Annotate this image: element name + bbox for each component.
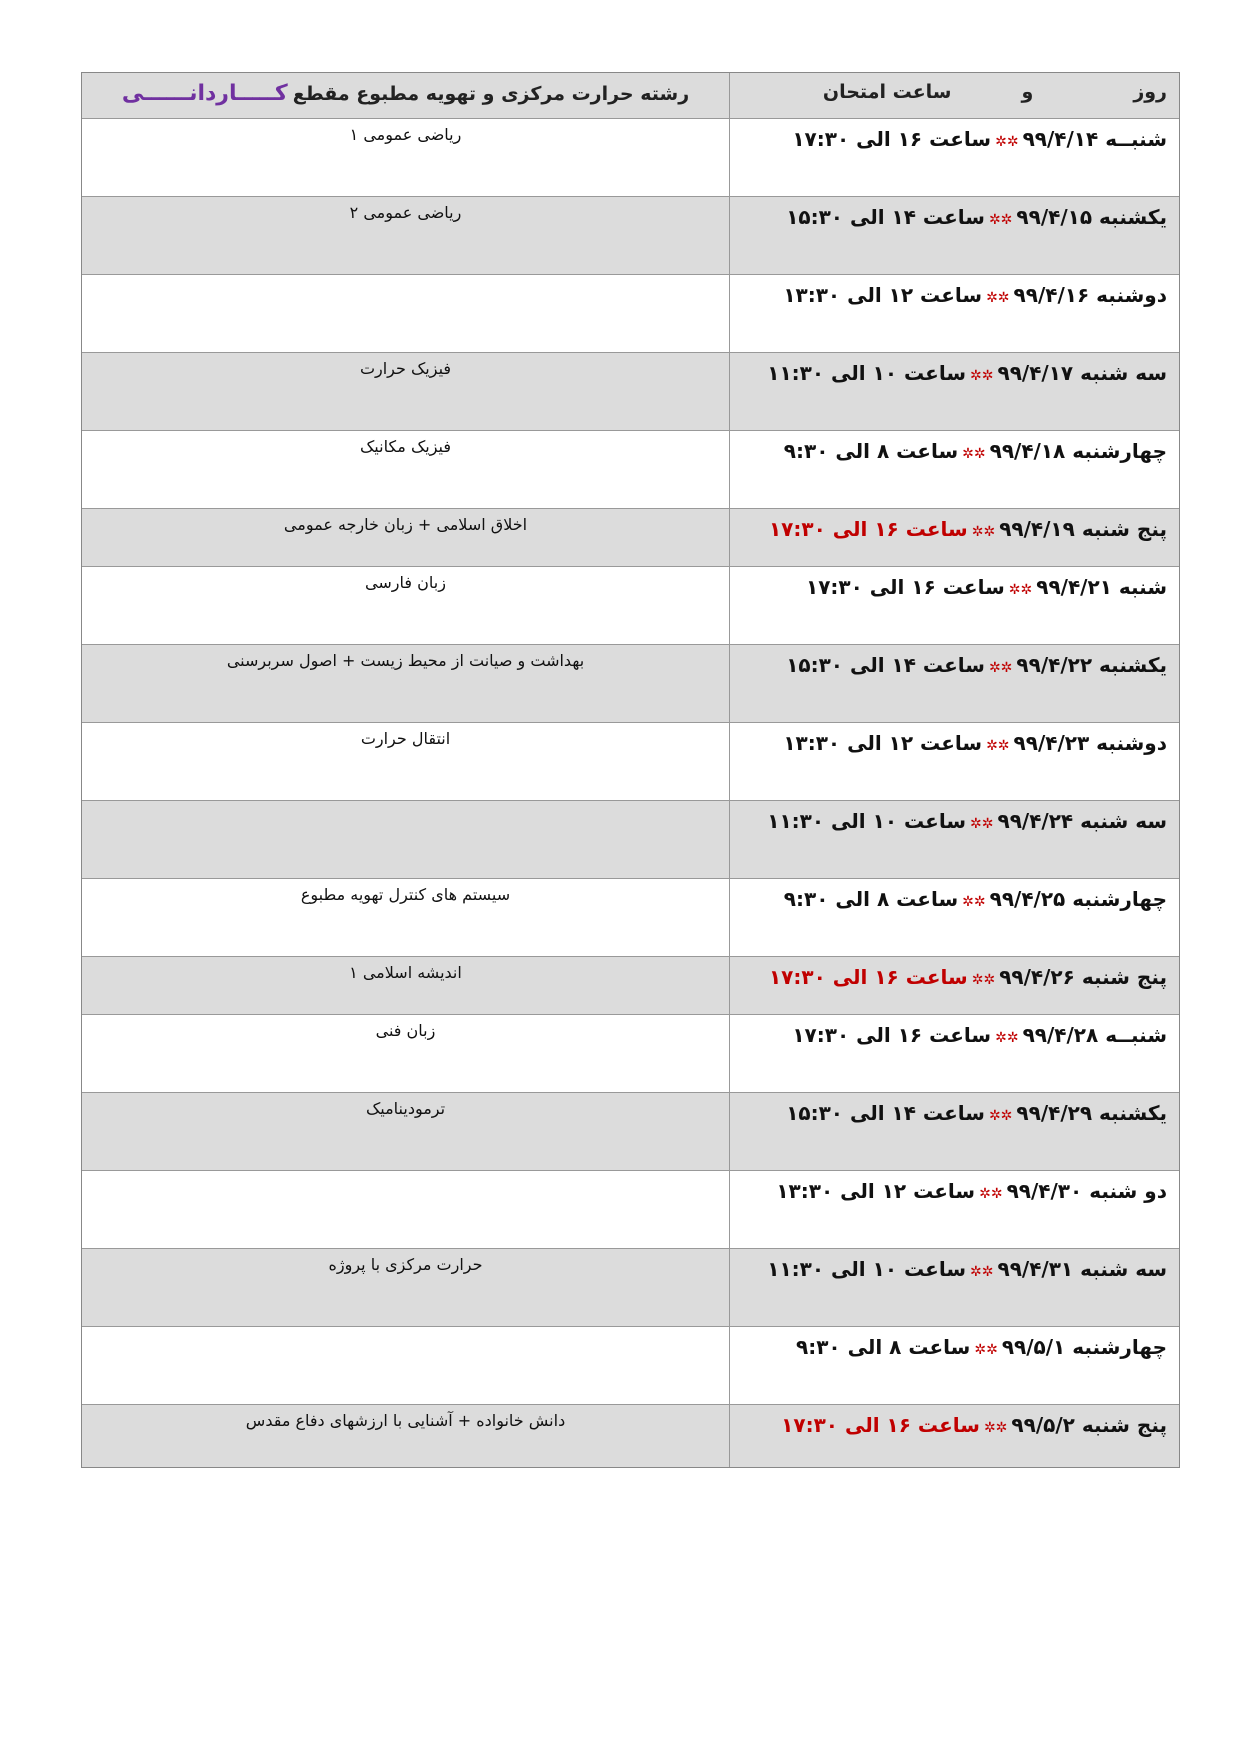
table-row [82, 1249, 1179, 1327]
table-row [82, 119, 1179, 197]
exam-date-cell [729, 509, 1179, 566]
exam-date: ۹۹/۵/۲ [1011, 1413, 1075, 1437]
table-row [82, 1405, 1179, 1467]
exam-date-cell [729, 431, 1179, 508]
exam-date-cell [729, 1249, 1179, 1326]
exam-day: پنج شنبه [1081, 1413, 1167, 1437]
exam-day: دوشنبه [1096, 731, 1167, 755]
exam-date: ۹۹/۴/۱۴ [1022, 127, 1099, 151]
separator-icon: ✲✲ [983, 1420, 1008, 1436]
exam-date: ۹۹/۴/۲۳ [1013, 731, 1090, 755]
exam-date-cell [729, 723, 1179, 800]
exam-day: یکشنبه [1099, 653, 1167, 677]
exam-time: ساعت ۱۶ الی ۱۷:۳۰ [768, 965, 968, 989]
course-name: انتقال حرارت [360, 729, 451, 748]
course-name: دانش خانواده + آشنایی با ارزشهای دفاع مقدس [245, 1411, 566, 1430]
course-cell [82, 879, 729, 956]
exam-date: ۹۹/۵/۱ [1001, 1335, 1066, 1359]
exam-day: شنبه [1118, 575, 1167, 599]
separator-icon: ✲✲ [979, 1186, 1003, 1202]
table-row [82, 197, 1179, 275]
exam-date-cell [729, 1015, 1179, 1092]
exam-day: پنج شنبه [1081, 517, 1167, 541]
course-name: حرارت مرکزی با پروژه [328, 1255, 483, 1274]
separator-icon: ✲✲ [988, 212, 1013, 228]
table-row [82, 567, 1179, 645]
exam-time: ساعت ۱۶ الی ۱۷:۳۰ [792, 127, 992, 151]
course-cell [82, 431, 729, 508]
exam-time: ساعت ۱۰ الی ۱۱:۳۰ [767, 1257, 967, 1281]
exam-date-line [730, 127, 1167, 151]
exam-date: ۹۹/۴/۲۴ [997, 809, 1074, 833]
exam-date-line [730, 965, 1167, 989]
exam-date-cell [729, 275, 1179, 352]
table-row [82, 431, 1179, 509]
table-row [82, 957, 1179, 1015]
table-row [82, 275, 1179, 353]
course-cell [82, 1249, 729, 1326]
course-name: اخلاق اسلامی + زبان خارجه عمومی [283, 515, 528, 534]
separator-icon: ✲✲ [986, 290, 1010, 306]
exam-date-cell [729, 879, 1179, 956]
exam-time: ساعت ۱۲ الی ۱۳:۳۰ [776, 1179, 976, 1203]
exam-date: ۹۹/۴/۲۸ [1022, 1023, 1099, 1047]
table-body [82, 119, 1179, 1467]
exam-day: سه شنبه [1080, 361, 1167, 385]
exam-date-line [730, 439, 1167, 463]
course-cell [82, 567, 729, 644]
exam-date-cell [729, 801, 1179, 878]
separator-icon: ✲✲ [986, 738, 1010, 754]
exam-time: ساعت ۸ الی ۹:۳۰ [783, 439, 959, 463]
exam-day: یکشنبه [1099, 205, 1167, 229]
exam-date: ۹۹/۴/۲۵ [989, 887, 1066, 911]
course-cell [82, 197, 729, 274]
course-name: ریاضی عمومی ۲ [349, 203, 462, 222]
exam-day: دو شنبه [1089, 1179, 1167, 1203]
exam-date-line [730, 205, 1167, 229]
course-name: ترمودینامیک [365, 1099, 446, 1118]
exam-date-line [730, 1023, 1167, 1047]
table-row [82, 1093, 1179, 1171]
course-name: فیزیک حرارت [359, 359, 452, 378]
exam-date-line [730, 361, 1167, 385]
exam-date: ۹۹/۴/۱۶ [1013, 283, 1090, 307]
exam-date-cell [729, 645, 1179, 722]
separator-icon: ✲✲ [971, 524, 996, 540]
exam-day: چهارشنبه [1072, 1335, 1167, 1359]
exam-day: شنبــه [1105, 127, 1167, 151]
separator-icon: ✲✲ [1008, 582, 1033, 598]
exam-date-cell [729, 1327, 1179, 1404]
exam-time: ساعت ۱۴ الی ۱۵:۳۰ [786, 205, 985, 229]
exam-time: ساعت ۱۶ الی ۱۷:۳۰ [792, 1023, 992, 1047]
exam-date-line [730, 283, 1167, 307]
table-row [82, 801, 1179, 879]
exam-time: ساعت ۱۶ الی ۱۷:۳۰ [781, 1413, 980, 1437]
exam-date-cell [729, 567, 1179, 644]
table-row [82, 879, 1179, 957]
table-row [82, 1015, 1179, 1093]
course-cell [82, 1171, 729, 1248]
exam-schedule-table [81, 72, 1180, 1468]
header-date-cell [729, 73, 1179, 118]
exam-date-cell [729, 957, 1179, 1014]
exam-date-line [730, 517, 1167, 541]
course-name: اندیشه اسلامی ۱ [349, 963, 462, 982]
header-course-cell [82, 73, 729, 118]
exam-date-line [730, 1179, 1167, 1203]
exam-day: سه شنبه [1080, 809, 1167, 833]
exam-date: ۹۹/۴/۲۱ [1036, 575, 1112, 599]
separator-icon: ✲✲ [970, 368, 994, 384]
exam-time: ساعت ۱۰ الی ۱۱:۳۰ [767, 361, 967, 385]
exam-date: ۹۹/۴/۱۹ [999, 517, 1075, 541]
exam-date-line [730, 887, 1167, 911]
header-level-label: کـــــاردانــــــی [121, 81, 288, 106]
course-name: زبان فنی [375, 1021, 436, 1040]
exam-date-line [730, 809, 1167, 833]
exam-date-cell [729, 353, 1179, 430]
separator-icon: ✲✲ [988, 660, 1013, 676]
exam-date-line [730, 731, 1167, 755]
course-cell [82, 119, 729, 196]
exam-time: ساعت ۱۲ الی ۱۳:۳۰ [783, 283, 983, 307]
exam-date-cell [729, 119, 1179, 196]
exam-date: ۹۹/۴/۱۵ [1016, 205, 1093, 229]
exam-date-cell [729, 1405, 1179, 1467]
exam-date: ۹۹/۴/۲۶ [999, 965, 1075, 989]
course-name: سیستم های کنترل تهویه مطبوع [300, 885, 511, 904]
separator-icon: ✲✲ [970, 1264, 994, 1280]
exam-day: پنج شنبه [1081, 965, 1167, 989]
table-row [82, 353, 1179, 431]
separator-icon: ✲✲ [962, 446, 986, 462]
course-cell [82, 353, 729, 430]
exam-time: ساعت ۱۲ الی ۱۳:۳۰ [783, 731, 983, 755]
course-cell [82, 801, 729, 878]
separator-icon: ✲✲ [995, 134, 1019, 150]
table-header-row [82, 73, 1179, 119]
header-day-label: روز [1133, 81, 1167, 103]
exam-time: ساعت ۸ الی ۹:۳۰ [783, 887, 959, 911]
exam-date: ۹۹/۴/۱۸ [989, 439, 1066, 463]
exam-date-line [730, 575, 1167, 599]
table-row [82, 1171, 1179, 1249]
exam-date: ۹۹/۴/۲۹ [1016, 1101, 1093, 1125]
table-row [82, 1327, 1179, 1405]
separator-icon: ✲✲ [995, 1030, 1019, 1046]
exam-time: ساعت ۱۶ الی ۱۷:۳۰ [806, 575, 1005, 599]
exam-time: ساعت ۱۶ الی ۱۷:۳۰ [768, 517, 968, 541]
exam-date-cell [729, 197, 1179, 274]
course-cell [82, 1093, 729, 1170]
exam-day: دوشنبه [1096, 283, 1167, 307]
exam-time: ساعت ۱۰ الی ۱۱:۳۰ [767, 809, 967, 833]
course-name: فیزیک مکانیک [359, 437, 452, 456]
course-cell [82, 645, 729, 722]
exam-date-line [730, 1257, 1167, 1281]
course-cell [82, 1405, 729, 1467]
header-field-label: رشته حرارت مرکزی و تهویه مطبوع مقطع [292, 83, 690, 105]
exam-date-line [730, 653, 1167, 677]
exam-time: ساعت ۱۴ الی ۱۵:۳۰ [786, 1101, 985, 1125]
separator-icon: ✲✲ [962, 894, 986, 910]
table-row [82, 723, 1179, 801]
course-cell [82, 1015, 729, 1092]
table-row [82, 509, 1179, 567]
exam-time: ساعت ۸ الی ۹:۳۰ [796, 1335, 971, 1359]
exam-day: شنبــه [1105, 1023, 1167, 1047]
exam-day: چهارشنبه [1072, 887, 1167, 911]
course-cell [82, 1327, 729, 1404]
separator-icon: ✲✲ [970, 816, 994, 832]
table-row [82, 645, 1179, 723]
course-name: زبان فارسی [365, 573, 446, 592]
exam-day: چهارشنبه [1072, 439, 1167, 463]
course-name: ریاضی عمومی ۱ [349, 125, 462, 144]
exam-date-cell [729, 1171, 1179, 1248]
course-cell [82, 723, 729, 800]
separator-icon: ✲✲ [974, 1342, 998, 1358]
course-name: بهداشت و صیانت از محیط زیست + اصول سربرسنی [226, 651, 585, 670]
separator-icon: ✲✲ [988, 1108, 1013, 1124]
exam-date: ۹۹/۴/۳۱ [997, 1257, 1074, 1281]
exam-date-line [730, 1413, 1167, 1437]
exam-date-cell [729, 1093, 1179, 1170]
course-cell [82, 957, 729, 1014]
exam-day: سه شنبه [1080, 1257, 1167, 1281]
exam-date: ۹۹/۴/۲۲ [1016, 653, 1093, 677]
exam-date: ۹۹/۴/۳۰ [1006, 1179, 1083, 1203]
exam-time: ساعت ۱۴ الی ۱۵:۳۰ [786, 653, 985, 677]
header-and-label: و [1021, 81, 1034, 103]
exam-day: یکشنبه [1099, 1101, 1167, 1125]
header-time-label: ساعت امتحان [822, 81, 952, 103]
course-cell [82, 509, 729, 566]
exam-date-line [730, 1101, 1167, 1125]
exam-date-line [730, 1335, 1167, 1359]
exam-date: ۹۹/۴/۱۷ [997, 361, 1074, 385]
course-cell [82, 275, 729, 352]
separator-icon: ✲✲ [971, 972, 996, 988]
